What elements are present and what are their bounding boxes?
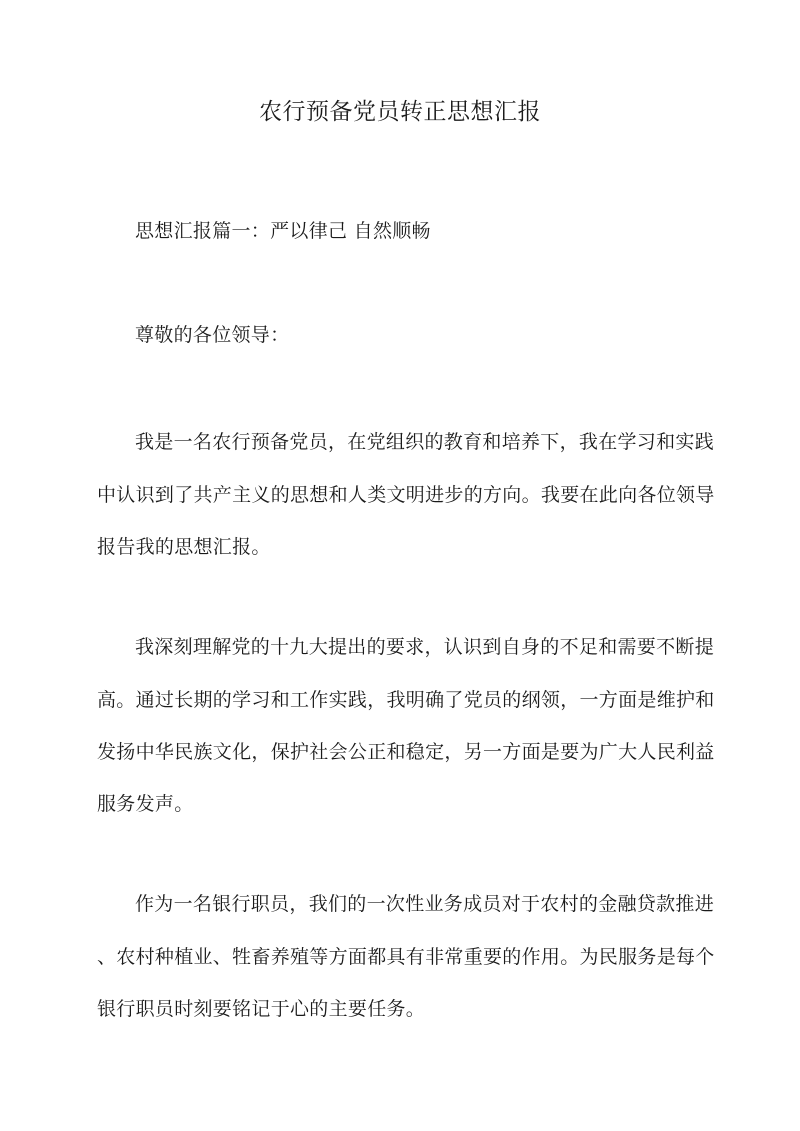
paragraph-3-line-2: 、农村种植业、牲畜养殖等方面都具有非常重要的作用。为民服务是每个: [97, 946, 715, 968]
salutation: 尊敬的各位领导：: [135, 324, 290, 346]
paragraph-1-line-2: 中认识到了共产主义的思想和人类文明进步的方向。我要在此向各位领导: [97, 484, 715, 506]
paragraph-2-line-1: 我深刻理解党的十九大提出的要求，认识到自身的不足和需要不断提: [135, 636, 715, 658]
paragraph-3-line-3: 银行职员时刻要铭记于心的主要任务。: [97, 998, 426, 1020]
paragraph-2-line-2: 高。通过长期的学习和工作实践，我明确了党员的纲领，一方面是维护和: [97, 689, 715, 711]
paragraph-2-line-4: 服务发声。: [97, 793, 194, 815]
paragraph-1-line-1: 我是一名农行预备党员，在党组织的教育和培养下，我在学习和实践: [135, 431, 715, 453]
paragraph-2-line-3: 发扬中华民族文化，保护社会公正和稳定，另一方面是要为广大人民利益: [97, 741, 715, 763]
document-title: 农行预备党员转正思想汇报: [259, 99, 541, 125]
section-heading: 思想汇报篇一：严以律己 自然顺畅: [135, 220, 431, 242]
paragraph-3-line-1: 作为一名银行职员，我们的一次性业务成员对于农村的金融贷款推进: [135, 893, 715, 915]
paragraph-1-line-3: 报告我的思想汇报。: [97, 536, 271, 558]
